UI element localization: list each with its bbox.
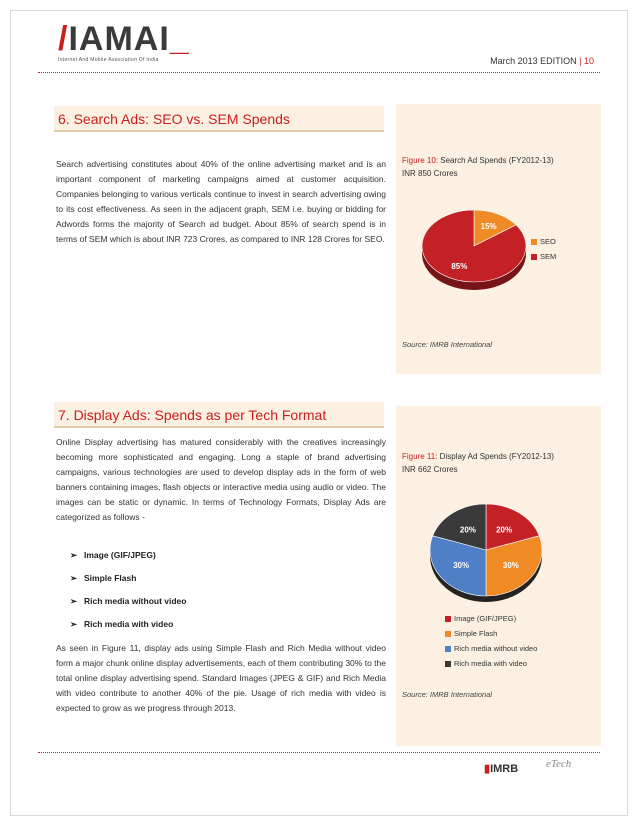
legend-label: Image (GIF/JPEG) [454,614,517,623]
arrow-bullet-icon: ➢ [70,550,78,560]
display-format-list [70,548,186,640]
legend-swatch [531,254,537,260]
page-number: 10 [583,56,594,66]
list-item-label: Image (GIF/JPEG) [84,550,156,560]
list-item-label: Rich media without video [84,596,187,606]
list-item-label: Simple Flash [84,573,137,583]
footer-divider [38,752,600,753]
section6-paragraph: Search advertising constitutes about 40% of the online advertising market and is an important component of marketing campaigns aimed at customer acquisition. Companies belonging to various verticals continue to invest in search advertising owing to its cost effectiveness. As seen in the adjacent graph, SEM i.e. buying or bidding for Adwords forms the majority of Search ad budget. About 85% of search spend is in terms of SEM which is about INR 723 Crores, as compared to INR 128 Crores for SEO. [56,159,386,244]
figure11-source: Source: IMRB International [402,690,493,699]
arrow-bullet-icon: ➢ [70,596,78,606]
pie-data-label: 85% [451,261,468,271]
pie-data-label: 15% [480,222,497,232]
section7-title: 7. Display Ads: Spends as per Tech Format [54,402,384,428]
legend-label: Rich media without video [454,644,538,653]
legend-label: SEO [540,237,556,246]
section6-title: 6. Search Ads: SEO vs. SEM Spends [54,106,384,132]
imrb-logo-text: IMRB [490,763,519,775]
list-item [70,617,186,640]
edition-text: March 2013 EDITION [490,56,577,66]
logo-text: IAMAI [68,20,170,58]
list-item-label: Rich media with video [84,619,174,629]
legend-label: Simple Flash [454,629,498,638]
section7-paragraph1: Online Display advertising has matured considerably with the creatives increasingly becoming more sophisticated and engaging. Long a staple of brand advertising campaigns, various technologies are used to develop display ads in the form of web banners containing images, flash objects or interactive media using audio or video. The images can be static or dynamic. In terms of Technology Formats, Display Ads are categorized as follows - [56,437,386,522]
figure11-subtitle: INR 662 Crores [402,465,458,474]
figure10-subtitle: INR 850 Crores [402,169,458,178]
figure10-source: Source: IMRB International [402,340,493,349]
legend-swatch [445,616,451,622]
arrow-bullet-icon: ➢ [70,619,78,629]
iamai-logo: /IAMAI_ Internet And Mobile Association Of India [58,20,190,63]
logo-subtitle: Internet And Mobile Association Of India [58,57,159,63]
legend-swatch [445,646,451,652]
header-divider [38,72,600,73]
pie-data-label: 20% [496,525,513,535]
edition-separator: | [579,56,582,66]
list-item [70,548,186,571]
pie-data-label: 30% [502,560,519,570]
figure10-title: Search Ad Spends (FY2012-13) [440,156,554,165]
arrow-bullet-icon: ➢ [70,573,78,583]
search-ad-pie-chart [414,206,534,298]
legend-entry [445,644,537,659]
legend-label: SEM [540,252,557,261]
etech-logo: eTech [546,758,572,770]
legend-label: Rich media with video [454,659,527,668]
legend-entry [445,629,537,644]
figure10-legend [531,237,556,267]
legend-swatch [445,631,451,637]
legend-entry [531,252,556,267]
figure11-title: Display Ad Spends (FY2012-13) [439,452,554,461]
pie-data-label: 30% [453,560,470,570]
display-ad-pie-chart [420,500,552,610]
figure10-caption [402,154,554,180]
imrb-logo: ▮IMRB [484,763,519,775]
pie-data-label: 20% [459,525,476,535]
list-item [70,571,186,594]
figure11-caption [402,450,554,476]
figure11-legend [445,614,537,674]
legend-swatch [445,661,451,667]
list-item [70,594,186,617]
legend-entry [531,237,556,252]
legend-swatch [531,239,537,245]
legend-entry [445,614,537,629]
figure10-label: Figure 10: [402,156,439,165]
edition-label [490,56,594,66]
section7-paragraph2: As seen in Figure 11, display ads using Simple Flash and Rich Media without video form a major chunk online display advertisements, each of them contributing 30% to the total online display advertising spend. Standard Images (JPEG & GIF) and Rich Media with video contribute to another 40% of the pie. Usage of rich media with video is expected to grow as we progress through 2013. [56,643,386,713]
figure11-label: Figure 11: [402,452,438,461]
legend-entry [445,659,537,674]
